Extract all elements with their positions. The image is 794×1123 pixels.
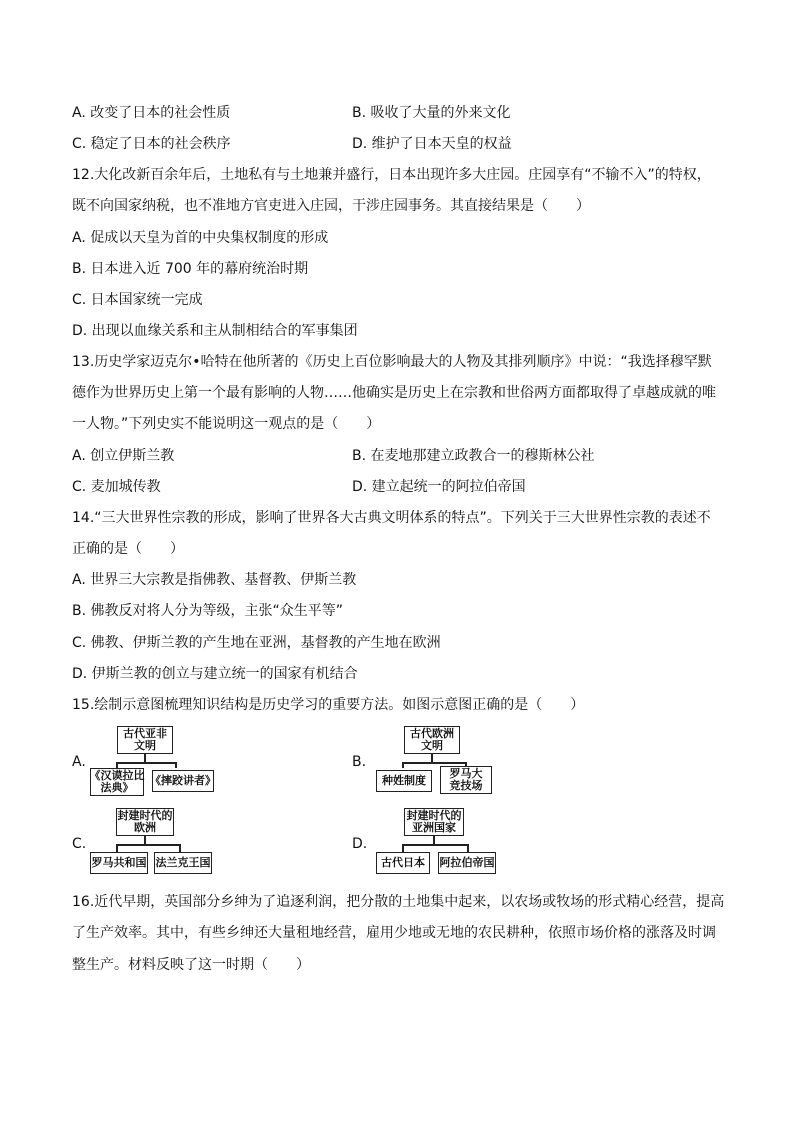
- diagram-d-top-box: 封建时代的 亚洲国家: [404, 808, 464, 836]
- q13-stem-line1: 13.历史学家迈克尔•哈特在他所著的《历史上百位影响最大的人物及其排列顺序》中说：“我选择穆罕默: [72, 354, 712, 370]
- q11-option-b: B. 吸收了大量的外来文化: [352, 105, 511, 121]
- q13-option-b: B. 在麦地那建立政教合一的穆斯林公社: [352, 448, 595, 464]
- diagram-d-connector-left: [402, 844, 404, 852]
- q14-stem-line2: 正确的是（ ）: [72, 541, 184, 557]
- q12-option-b: B. 日本进入近 700 年的幕府统治时期: [72, 261, 309, 277]
- q13-option-d: D. 建立起统一的阿拉伯帝国: [352, 479, 526, 495]
- diagram-c-top-box: 封建时代的 欧洲: [117, 809, 173, 834]
- diagram-d-connector-right: [467, 844, 469, 852]
- q15-diagram-a: [72, 726, 222, 794]
- q12-option-a: A. 促成以天皇为首的中央集权制度的形成: [72, 230, 329, 246]
- q15-diagram-c: [72, 808, 222, 870]
- q12-stem-line1: 12.大化改新百余年后，土地私有与土地兼并盛行，日本出现许多大庄园。庄园享有“不输不入”的特权，: [72, 167, 711, 183]
- diagram-b-letter: B.: [352, 754, 367, 770]
- q16-stem-line1: 16.近代早期，英国部分乡绅为了追逐利润，把分散的土地集中起来，以农场或牧场的形式精心经营，提高: [72, 894, 725, 910]
- q16-stem-line3: 整生产。材料反映了这一时期（ ）: [72, 957, 310, 973]
- q11-option-a: A. 改变了日本的社会性质: [72, 105, 231, 121]
- q15-diagram-b: [352, 726, 502, 792]
- diagram-c-connector-left: [116, 844, 118, 852]
- diagram-d-connector-bar: [402, 844, 468, 846]
- q16-stem-line2: 了生产效率。其中，有些乡绅还大量租地经营，雇用少地或无地的农民耕种，依照市场价格的涨落及时调: [72, 925, 716, 941]
- diagram-a-left-box: 《汉谟拉比 法典》: [89, 769, 145, 794]
- diagram-d-left-box: 古代日本: [376, 852, 430, 874]
- q14-stem-line1: 14.“三大世界性宗教的形成，影响了世界各大古典文明体系的特点”。下列关于三大世界性宗教的表述不: [72, 510, 711, 526]
- q13-stem-line3: 一人物。”下列史实不能说明这一观点的是（ ）: [72, 416, 381, 432]
- q12-option-d: D. 出现以血缘关系和主从制相结合的军事集团: [72, 323, 358, 339]
- diagram-b-connector-left: [402, 762, 404, 768]
- q12-stem-line2: 既不向国家纳税，也不准地方官吏进入庄园，干涉庄园事务。其直接结果是（ ）: [72, 198, 590, 214]
- diagram-a-letter: A.: [72, 754, 86, 770]
- diagram-a-top-box: 古代亚非 文明: [117, 726, 173, 754]
- diagram-a-right-box: 《摔跤讲者》: [152, 770, 214, 792]
- diagram-c-letter: C.: [72, 836, 87, 852]
- diagram-a-connector-bar: [116, 762, 176, 764]
- diagram-c-left-box: 罗马共和国: [90, 852, 148, 874]
- q13-option-a: A. 创立伊斯兰教: [72, 448, 175, 464]
- q14-option-d: D. 伊斯兰教的创立与建立统一的国家有机结合: [72, 666, 358, 682]
- diagram-b-connector-stem: [431, 754, 433, 762]
- diagram-a-connector-right: [175, 762, 177, 768]
- q14-option-b: B. 佛教反对将人分为等级，主张“众生平等”: [72, 603, 344, 619]
- diagram-c-connector-stem: [144, 836, 146, 844]
- diagram-a-connector-stem: [144, 754, 146, 762]
- q13-option-c: C. 麦加城传教: [72, 479, 161, 495]
- q12-option-c: C. 日本国家统一完成: [72, 292, 203, 308]
- diagram-b-top-box: 古代欧洲 文明: [404, 726, 460, 754]
- diagram-d-right-box: 阿拉伯帝国: [438, 852, 496, 874]
- diagram-d-letter: D.: [352, 836, 368, 852]
- diagram-b-right-box: 罗马大 竞技场: [440, 766, 492, 794]
- diagram-c-connector-right: [179, 844, 181, 852]
- q15-stem: 15.绘制示意图梳理知识结构是历史学习的重要方法。如图示意图正确的是（ ）: [72, 697, 585, 713]
- q13-stem-line2: 德作为世界历史上第一个最有影响的人物……他确实是历史上在宗教和世俗两方面都取得了卓越成就的唯: [72, 385, 716, 401]
- q11-option-d: D. 维护了日本天皇的权益: [352, 136, 512, 152]
- diagram-c-right-box: 法兰克王国: [154, 852, 212, 874]
- q11-option-c: C. 稳定了日本的社会秩序: [72, 136, 231, 152]
- diagram-b-connector-bar: [402, 762, 466, 764]
- diagram-c-connector-bar: [116, 844, 180, 846]
- diagram-b-left-box: 种姓制度: [376, 770, 432, 792]
- diagram-d-connector-stem: [433, 836, 435, 844]
- q14-option-c: C. 佛教、伊斯兰教的产生地在亚洲，基督教的产生地在欧洲: [72, 635, 441, 651]
- q14-option-a: A. 世界三大宗教是指佛教、基督教、伊斯兰教: [72, 572, 357, 588]
- q15-diagram-d: [352, 808, 502, 870]
